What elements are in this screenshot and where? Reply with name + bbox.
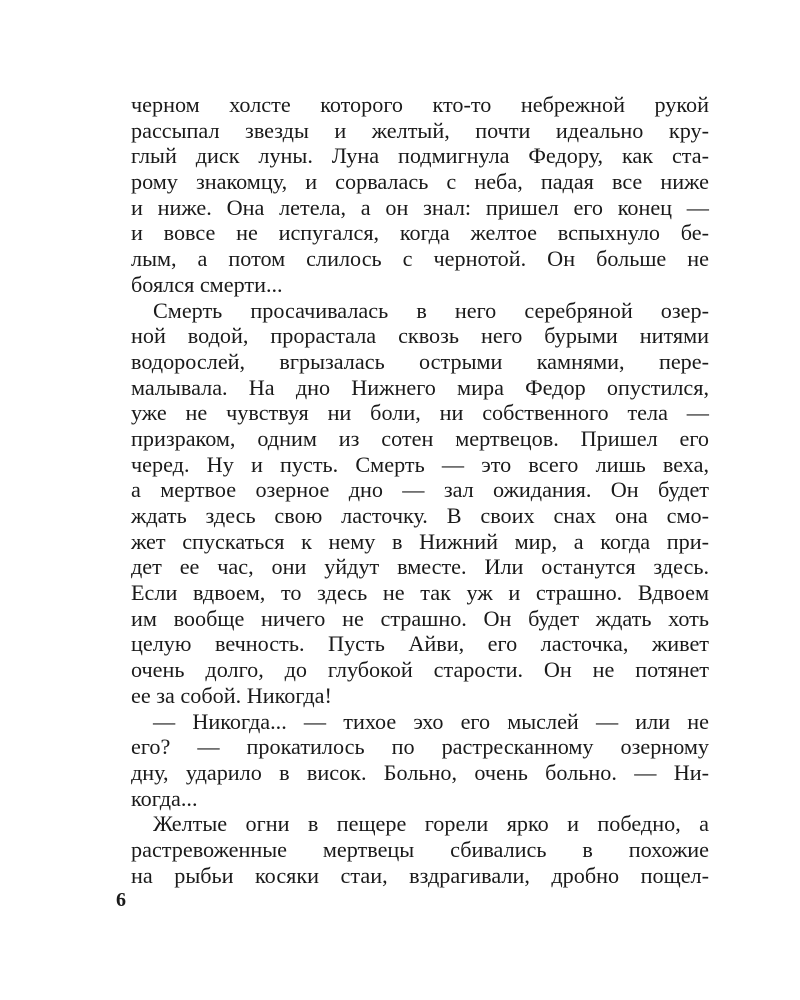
text-line: его? — прокатилось по растресканному озерному (131, 734, 709, 760)
text-line: рому знакомцу, и сорвалась с неба, падая все ниже (131, 169, 709, 195)
text-line: на рыбьи косяки стаи, вздрагивали, дробно пощел- (131, 862, 709, 888)
text-line: Если вдвоем, то здесь не так уж и страшно. Вдвоем (131, 580, 709, 606)
text-line: дет ее час, они уйдут вместе. Или останутся здесь. (131, 554, 709, 580)
text-line: глый диск луны. Луна подмигнула Федору, как ста- (131, 143, 709, 169)
text-line: дну, ударило в висок. Больно, очень больно. — Ни- (131, 759, 709, 785)
text-line: и ниже. Она летела, а он знал: пришел его конец — (131, 194, 709, 220)
text-line: целую вечность. Пусть Айви, его ласточка, живет (131, 631, 709, 657)
text-line: когда... (131, 785, 198, 811)
text-line: рассыпал звезды и желтый, почти идеально кру- (131, 117, 709, 143)
text-line: Смерть просачивалась в него серебряной озер- (153, 297, 709, 323)
text-line: — Никогда... — тихое эхо его мыслей — или не (153, 708, 709, 734)
text-line: ее за собой. Никогда! (131, 682, 332, 708)
text-line: лым, а потом слилось с чернотой. Он больше не (131, 246, 709, 272)
text-line: черном холсте которого кто-то небрежной рукой (131, 92, 709, 117)
text-line: призраком, одним из сотен мертвецов. Пришел его (131, 425, 709, 451)
text-line: Желтые огни в пещере горели ярко и победно, а (153, 811, 709, 837)
text-line: уже не чувствуя ни боли, ни собственного тела — (131, 400, 709, 426)
text-line: растревоженные мертвецы сбивались в похожие (131, 836, 709, 862)
body-text (131, 92, 709, 888)
page-number: 6 (116, 889, 126, 911)
text-line: боялся смерти... (131, 271, 283, 297)
text-line: малывала. На дно Нижнего мира Федор опустился, (131, 374, 709, 400)
text-line: ной водой, прорастала сквозь него бурыми нитями (131, 323, 709, 349)
text-line: водорослей, вгрызалась острыми камнями, пере- (131, 348, 709, 374)
text-line: очень долго, до глубокой старости. Он не потянет (131, 657, 709, 683)
text-line: а мертвое озерное дно — зал ожидания. Он будет (131, 477, 709, 503)
text-line: им вообще ничего не страшно. Он будет ждать хоть (131, 605, 709, 631)
text-line: черед. Ну и пусть. Смерть — это всего лишь веха, (131, 451, 709, 477)
text-line: ждать здесь свою ласточку. В своих снах она смо- (131, 503, 709, 528)
text-line: и вовсе не испугался, когда желтое вспыхнуло бе- (131, 220, 709, 246)
text-line: жет спускаться к нему в Нижний мир, а когда при- (131, 528, 709, 554)
